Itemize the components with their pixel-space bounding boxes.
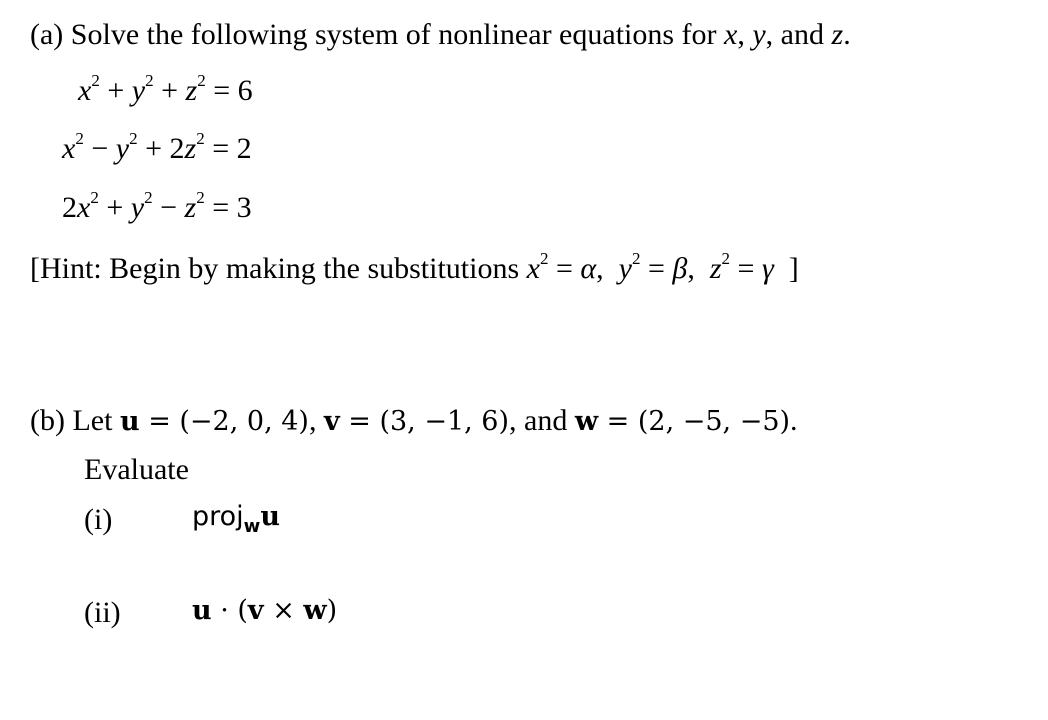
part-a-prompt-text: (a) Solve the following system of nonlinear equations for x, y, and z.: [30, 18, 851, 51]
equation-3: $2x^2 + y^2 - z^2 = 3$: [62, 188, 252, 224]
evaluate-label: Evaluate: [84, 453, 189, 486]
item-ii-expression: u · (v × w): [192, 595, 338, 626]
equation-1: $x^2 + y^2 + z^2 = 6$: [78, 71, 253, 107]
item-ii-label: (ii): [84, 596, 121, 629]
hint: [Hint: Begin by making the substitutions $x^2 = \alpha$, $y^2 = \beta$, $z^2 = \gamma$ ]: [30, 249, 799, 285]
item-i-label: (i): [84, 503, 113, 536]
equation-2: $x^2 - y^2 + 2z^2 = 2$: [62, 129, 252, 165]
part-b-prompt: (b) Let u = (−2, 0, 4), v = (3, −1, 6), and w = (2, −5, −5).: [30, 404, 798, 437]
item-i-expression: projwu: [192, 501, 280, 537]
part-a-prompt: [30, 20, 851, 50]
